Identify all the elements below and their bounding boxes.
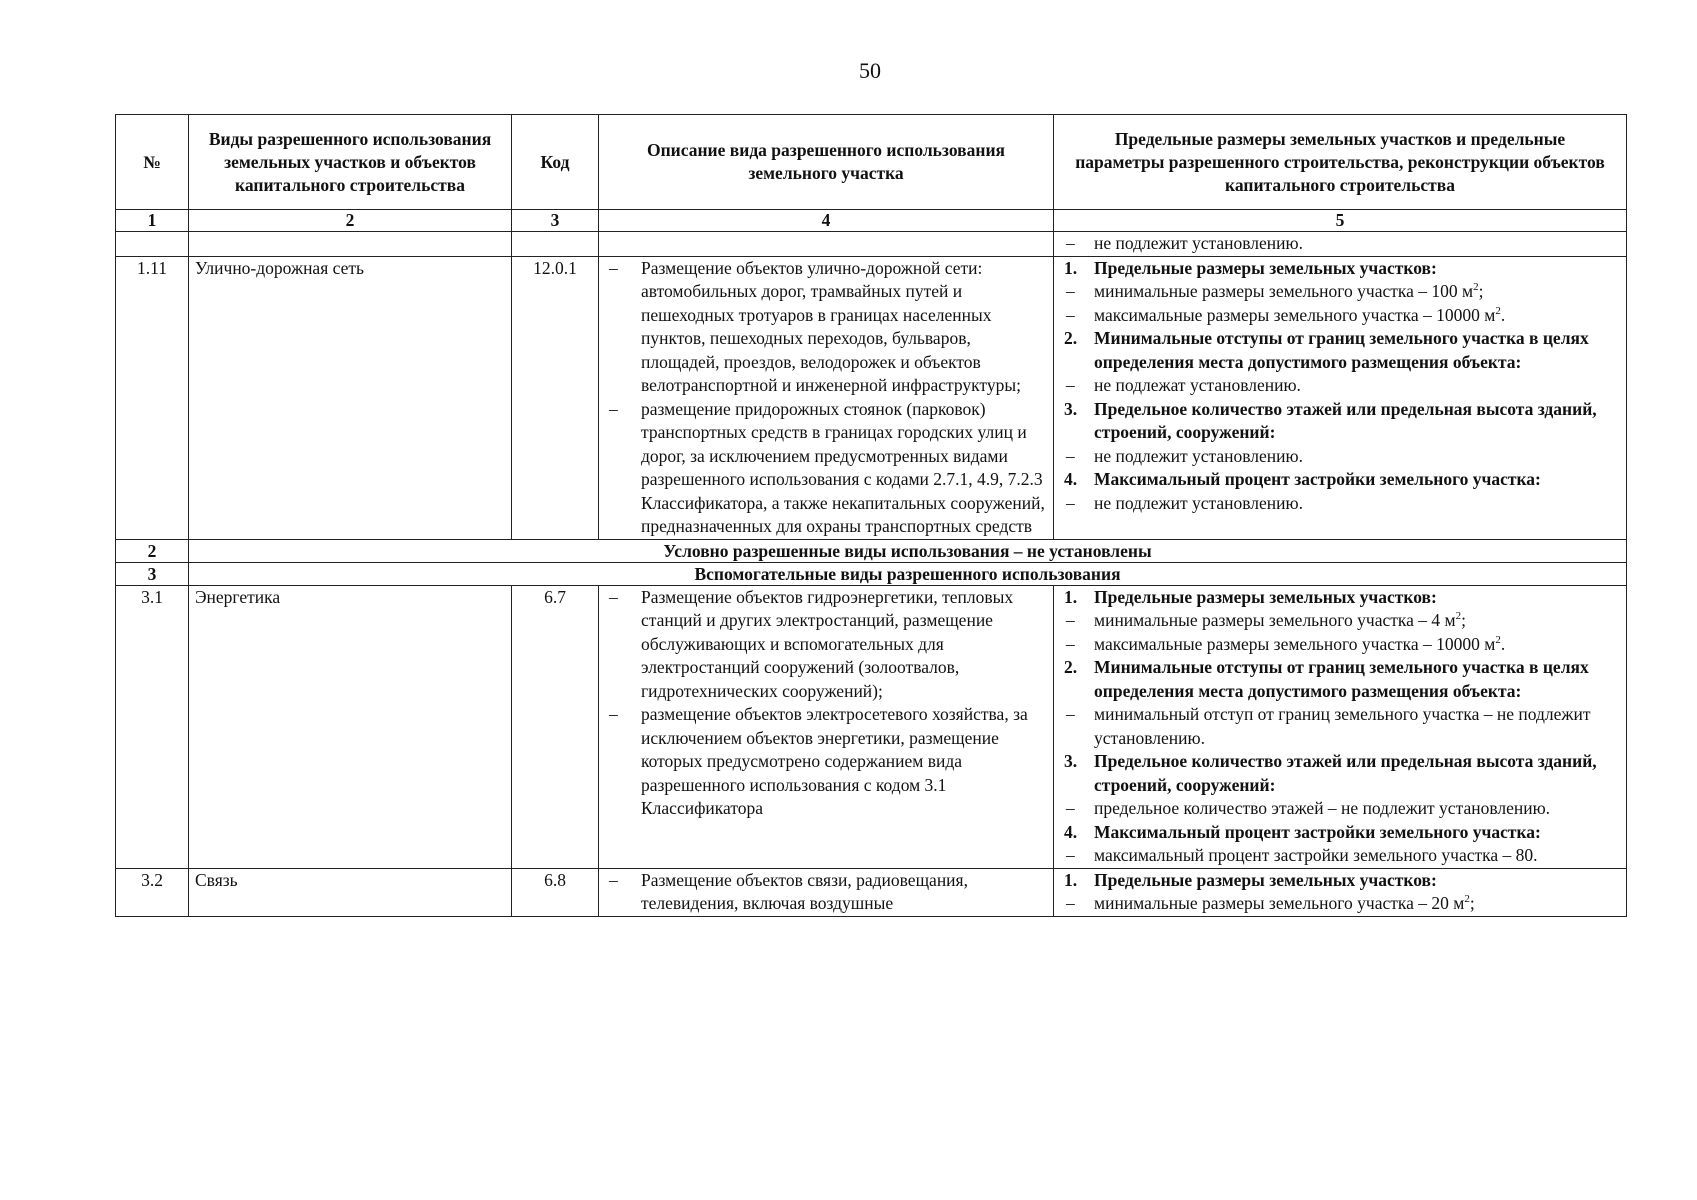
regulations-table <box>115 114 1627 917</box>
header-no: № <box>116 115 189 210</box>
use-type-name: Связь <box>189 868 512 916</box>
param-value: минимальные размеры земельного участка – 4 м <box>1094 610 1456 630</box>
param-heading: Предельные размеры земельных участков: <box>1094 869 1437 890</box>
description-item: размещение придорожных стоянок (парковок) транспортных средств в границах городских улиц и дорог, за исключением предусмотренных видами разрешенного использования с кодами 2.7.1, 4.9, 7.2.3 Классификатора, а также некапитальных сооружений, предназначенных для охраны транспортных средств <box>641 398 1045 536</box>
column-number-row <box>116 210 1627 232</box>
param-value: максимальный процент застройки земельного участка – 80. <box>1094 845 1538 865</box>
param-number: 2. <box>1064 328 1078 348</box>
dash: – <box>1066 798 1075 818</box>
param-heading: Предельные размеры земельных участков: <box>1094 257 1437 278</box>
param-heading: Предельное количество этажей или предельная высота зданий, строений, сооружений: <box>1094 398 1597 442</box>
param-value: минимальные размеры земельного участка – 20 м <box>1094 893 1465 913</box>
param-value: не подлежат установлению. <box>1094 375 1301 395</box>
dash: – <box>1066 610 1075 630</box>
description-item: размещение объектов электросетевого хозяйства, за исключением объектов энергетики, размещение которых предусмотрено содержанием вида разрешенного использования с кодом 3.1 Классификатора <box>641 704 1028 818</box>
param-number: 4. <box>1064 821 1078 842</box>
dash: – <box>1066 633 1075 654</box>
col-number: 5 <box>1054 210 1627 232</box>
param-heading: Предельное количество этажей или предельная высота зданий, строений, сооружений: <box>1094 751 1597 795</box>
page-number: 50 <box>859 58 881 83</box>
dash: – <box>609 257 618 278</box>
header-description: Описание вида разрешенного использования земельного участка <box>599 115 1054 210</box>
param-value: не подлежит установлению. <box>1094 445 1303 466</box>
dash: – <box>1066 445 1075 466</box>
section-row <box>116 539 1627 562</box>
table-row <box>116 585 1627 868</box>
parameters: 1. Предельные размеры земельных участков: – минимальные размеры земельного участка – 4 $м^2$; – максимальные размеры земельного участка – 10000 $м^2$. 2. Минимальные отступы от границ земельного участка в целях определения места допустимого размещения объекта: – минимальный отступ от границ земельного участка – не подлежит установлению. 3. Предельное количество этажей или предельная высота зданий, строений, сооружений: – предельное количество этажей – не подлежит установлению. 4. Максимальный процент застройки земельного участка: – максимальный процент застройки земельного участка – 80. <box>1054 585 1627 868</box>
dash: – <box>1066 845 1075 865</box>
param-value: не подлежит установлению. <box>1094 233 1303 253</box>
dash: – <box>1066 375 1075 395</box>
param-value: минимальный отступ от границ земельного участка – не подлежит установлению. <box>1094 704 1591 748</box>
param-number: 2. <box>1064 657 1078 677</box>
param-heading: Максимальный процент застройки земельного участка: <box>1094 821 1541 842</box>
dash: – <box>1066 704 1075 724</box>
param-heading: Минимальные отступы от границ земельного участка в целях определения места допустимого размещения объекта: <box>1094 328 1589 372</box>
col-number: 2 <box>189 210 512 232</box>
use-type-name: Улично-дорожная сеть <box>189 256 512 539</box>
header-name: Виды разрешенного использования земельных участков и объектов капитального строительства <box>189 115 512 210</box>
dash: – <box>1066 893 1075 913</box>
param-value: не подлежит установлению. <box>1094 492 1303 513</box>
param-heading: Минимальные отступы от границ земельного участка в целях определения места допустимого размещения объекта: <box>1094 657 1589 701</box>
description-item: Размещение объектов улично-дорожной сети: автомобильных дорог, трамвайных путей и пешеходных тротуаров в границах населенных пунктов, пешеходных переходов, бульваров, площадей, проездов, велодорожек и объектов велотранспортной и инженерной инфраструктуры; <box>641 257 1021 395</box>
parameters: 1. Предельные размеры земельных участков: – минимальные размеры земельного участка – 100 $м^2$; – максимальные размеры земельного участка – 10000 $м^2$. 2. Минимальные отступы от границ земельного участка в целях определения места допустимого размещения объекта: – не подлежат установлению. 3. Предельное количество этажей или предельная высота зданий, строений, сооружений: – не подлежит установлению. 4. Максимальный процент застройки земельного участка: – не подлежит установлению. <box>1054 256 1627 539</box>
param-heading: Предельные размеры земельных участков: <box>1094 586 1437 607</box>
use-code: 12.0.1 <box>512 256 599 539</box>
header-row <box>116 115 1627 210</box>
dash: – <box>1066 281 1075 301</box>
row-number: 3.2 <box>116 868 189 916</box>
table-row <box>116 868 1627 916</box>
col-number: 1 <box>116 210 189 232</box>
dash: – <box>609 704 618 724</box>
description-item: Размещение объектов связи, радиовещания, телевидения, включая воздушные <box>641 869 968 913</box>
section-title: Условно разрешенные виды использования – не установлены <box>189 539 1627 562</box>
param-number: 3. <box>1064 751 1078 771</box>
param-value: максимальные размеры земельного участка – 10000 м <box>1094 633 1496 654</box>
col-number: 3 <box>512 210 599 232</box>
dash: – <box>1066 492 1075 513</box>
section-row <box>116 562 1627 585</box>
param-number: 1. <box>1064 869 1078 890</box>
row-number: 2 <box>116 539 189 562</box>
dash: – <box>1066 233 1075 253</box>
use-type-name: Энергетика <box>189 585 512 868</box>
description-item: Размещение объектов гидроэнергетики, тепловых станций и других электростанций, размещение обслуживающих и вспомогательных для электростанций сооружений (золоотвалов, гидротехнических сооружений); <box>641 586 1014 701</box>
col-number: 4 <box>599 210 1054 232</box>
use-description <box>599 585 1054 868</box>
section-title: Вспомогательные виды разрешенного использования <box>189 562 1627 585</box>
use-description <box>599 256 1054 539</box>
use-description <box>599 868 1054 916</box>
use-code: 6.7 <box>512 585 599 868</box>
header-code: Код <box>512 115 599 210</box>
continuation-row <box>116 232 1627 257</box>
param-number: 1. <box>1064 257 1078 278</box>
dash: – <box>1066 304 1075 325</box>
use-code: 6.8 <box>512 868 599 916</box>
param-number: 1. <box>1064 586 1078 607</box>
dash: – <box>609 869 618 890</box>
row-number: 1.11 <box>116 256 189 539</box>
param-heading: Максимальный процент застройки земельного участка: <box>1094 469 1541 489</box>
param-value: максимальные размеры земельного участка – 10000 м <box>1094 304 1496 325</box>
dash: – <box>609 398 618 419</box>
param-number: 3. <box>1064 398 1078 419</box>
param-value: минимальные размеры земельного участка – 100 м <box>1094 281 1474 301</box>
param-number: 4. <box>1064 469 1078 489</box>
parameters: 1. Предельные размеры земельных участков: – минимальные размеры земельного участка – 20 $м^2$; <box>1054 868 1627 916</box>
row-number: 3 <box>116 562 189 585</box>
dash: – <box>609 586 618 607</box>
header-parameters: Предельные размеры земельных участков и предельные параметры разрешенного строительства, реконструкции объектов капитального строительства <box>1054 115 1627 210</box>
table-row <box>116 256 1627 539</box>
row-number: 3.1 <box>116 585 189 868</box>
param-value: предельное количество этажей – не подлежит установлению. <box>1094 798 1551 818</box>
